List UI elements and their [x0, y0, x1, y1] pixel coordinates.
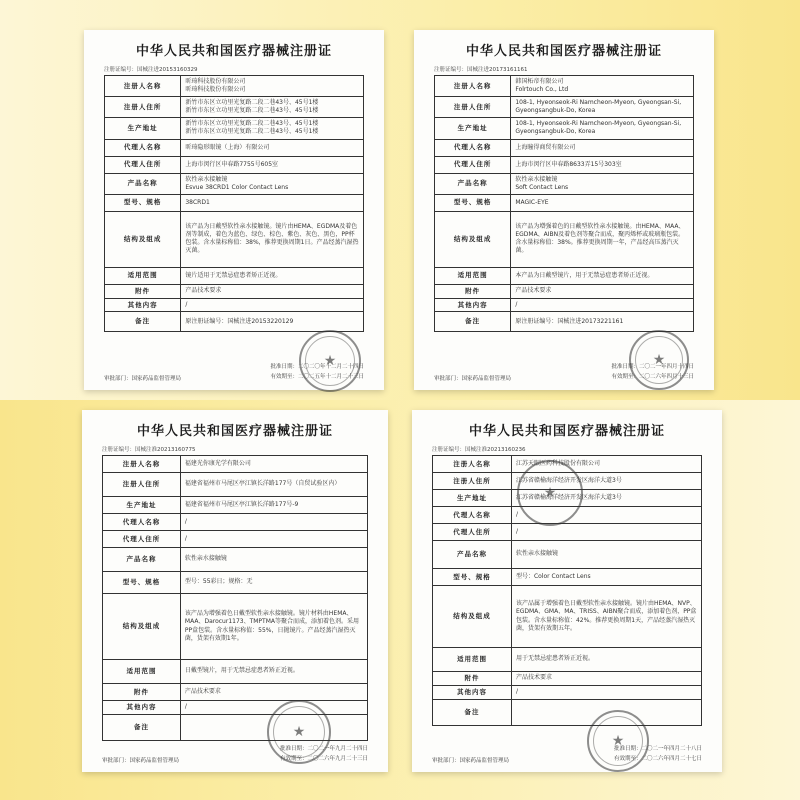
field-value: / [511, 298, 694, 312]
field-label: 附件 [435, 284, 511, 298]
field-value: 38CRD1 [181, 194, 364, 211]
certificate-footer [432, 742, 702, 764]
approval-date: 批准日期：二〇二一年四月二十八日 [613, 746, 702, 753]
approval-date: 批准日期：二〇二一年九月二十四日 [279, 746, 368, 753]
certificate-title: 中华人民共和国医疗器械注册证 [136, 424, 333, 439]
valid-until-date: 有效期至：二〇二五年十二月二十三日 [270, 373, 364, 380]
issuing-authority: 审批部门：国家药品监督管理局 [102, 758, 180, 764]
field-label: 产品名称 [105, 173, 181, 194]
field-label: 生产地址 [435, 118, 511, 139]
field-label: 其他内容 [433, 685, 512, 699]
field-label: 附件 [103, 684, 181, 701]
field-value: 原注册证编号：国械注进20153220129 [181, 312, 364, 332]
field-label: 注册人名称 [105, 76, 181, 97]
field-value: 上海瞳得商贸有限公司 [511, 139, 694, 156]
registration-number: 注册证编号：国械注准20213160236 [432, 447, 526, 453]
field-label: 产品名称 [435, 173, 511, 194]
table-row [105, 156, 364, 173]
table-row [433, 672, 702, 686]
table-row [105, 76, 364, 97]
field-label: 结构及组成 [105, 211, 181, 267]
field-label: 注册人名称 [103, 456, 181, 473]
official-seal-icon [587, 710, 649, 772]
field-label: 注册人住所 [103, 473, 181, 497]
registration-number: 注册证编号：国械注准20213160775 [102, 447, 196, 453]
field-label: 型号、规格 [105, 194, 181, 211]
table-row [435, 118, 694, 139]
table-row [105, 312, 364, 332]
table-row [435, 156, 694, 173]
official-seal-icon [299, 330, 361, 392]
table-row [103, 531, 368, 548]
field-value: 软性亲水接触镜 [511, 541, 701, 569]
field-value: 软性亲水接触镜 [180, 548, 367, 572]
table-row [105, 194, 364, 211]
table-row [103, 572, 368, 594]
field-value: / [180, 514, 367, 531]
field-value: 福建省福州市马尾区亭江镇长洋路177号-9 [180, 497, 367, 514]
certificate-table [104, 75, 364, 332]
field-value: 福建光你康光学有限公司 [180, 456, 367, 473]
field-value: 该产品为日戴型软性亲水接触镜。镜片由HEMA、EGDMA及着色剂等制成，着色为蓝色、绿色、棕色、紫色、灰色、黑色，PP杯包装。含水量标称值：38%，推荐更换周期1日。产品经蒸汽湿热灭菌。 [181, 211, 364, 267]
issuing-authority: 审批部门：国家药品监督管理局 [434, 376, 512, 382]
issuing-authority: 审批部门：国家药品监督管理局 [432, 758, 510, 764]
table-row [105, 173, 364, 194]
table-row [435, 194, 694, 211]
table-row [103, 594, 368, 660]
field-label: 生产地址 [433, 490, 512, 507]
table-row [103, 548, 368, 572]
field-value: 江苏省赣榆海洋经济开发区海洋大道3号 [511, 473, 701, 490]
field-value: 108-1, Hyeonseok-Ri Namcheon-Myeon, Gyeongsan-Si, Gyeongsangbuk-Do, Korea [511, 97, 694, 118]
field-label: 注册人住所 [435, 97, 511, 118]
table-row [103, 473, 368, 497]
table-row [433, 541, 702, 569]
field-label: 型号、规格 [435, 194, 511, 211]
field-label: 备注 [433, 699, 512, 725]
registration-certificate [84, 30, 384, 390]
valid-until-date: 有效期至：二〇二六年四月十三日 [611, 373, 694, 380]
field-label: 代理人名称 [433, 507, 512, 524]
field-label: 附件 [105, 284, 181, 298]
field-value: 昕琦科技股份有限公司 昕琦科技股份有限公司 [181, 76, 364, 97]
field-label: 适用范围 [433, 648, 512, 672]
table-row [105, 284, 364, 298]
table-row [435, 76, 694, 97]
table-row [433, 685, 702, 699]
field-label: 注册人名称 [435, 76, 511, 97]
table-row [435, 173, 694, 194]
certificate-table [434, 75, 694, 332]
field-value: 日戴型镜片，用于无禁忌症患者矫正近视。 [180, 660, 367, 684]
table-row [435, 139, 694, 156]
certificate-title: 中华人民共和国医疗器械注册证 [135, 44, 332, 59]
registration-certificate [414, 30, 714, 390]
field-value: / [181, 298, 364, 312]
approval-date: 批准日期：二〇二一年四月十四日 [611, 364, 694, 371]
field-label: 适用范围 [103, 660, 181, 684]
field-value: 原注册证编号：国械注进20173221161 [511, 312, 694, 332]
field-label: 备注 [105, 312, 181, 332]
table-row [435, 312, 694, 332]
table-row [435, 267, 694, 284]
valid-until-date: 有效期至：二〇二六年九月二十三日 [279, 755, 368, 762]
field-value: 新竹市东区立功里光复路二段二巷43号、45号1楼 新竹市东区立功里光复路二段二巷43号、45号1楼 [181, 118, 364, 139]
table-row [105, 97, 364, 118]
field-value: / [511, 524, 701, 541]
table-row [105, 211, 364, 267]
field-label: 备注 [435, 312, 511, 332]
field-value: 江苏省赣榆海洋经济开发区海洋大道3号 [511, 490, 701, 507]
field-label: 型号、规格 [433, 569, 512, 586]
field-label: 其他内容 [103, 701, 181, 715]
field-label: 其他内容 [105, 298, 181, 312]
table-row [105, 298, 364, 312]
table-row [103, 497, 368, 514]
field-label: 型号、规格 [103, 572, 181, 594]
table-row [103, 701, 368, 715]
field-value: 产品技术要求 [511, 284, 694, 298]
approval-date: 批准日期：二〇二〇年十二月二十四日 [270, 364, 364, 371]
issuing-authority: 审批部门：国家药品监督管理局 [104, 376, 182, 382]
field-value: 该产品为增强着色的日戴型软性亲水接触镜。由HEMA、MAA、EGDMA、AIBN及着色剂等聚合而成，聚丙烯杯或玻璃瓶包装。含水量标称值：38%。推荐更换周期一年，产品经高压蒸汽灭菌。 [511, 211, 694, 267]
field-value: 软性亲水接触镜 Soft Contact Lens [511, 173, 694, 194]
certificate-table [102, 455, 368, 741]
field-value: / [180, 531, 367, 548]
certificate-title: 中华人民共和国医疗器械注册证 [468, 424, 665, 439]
table-row [433, 524, 702, 541]
registration-certificate [82, 410, 388, 772]
field-value: 韩国柘帝有限公司 Folrtouch Co., Ltd [511, 76, 694, 97]
field-value: 产品技术要求 [180, 684, 367, 701]
field-label: 代理人住所 [433, 524, 512, 541]
field-value: 软性亲水接触镜 Esvue 38CRD1 Color Contact Lens [181, 173, 364, 194]
field-label: 结构及组成 [435, 211, 511, 267]
table-row [105, 139, 364, 156]
table-row [433, 569, 702, 586]
registration-number: 注册证编号：国械注进20153160329 [104, 67, 198, 73]
field-label: 注册人住所 [433, 473, 512, 490]
field-value: / [511, 507, 701, 524]
official-seal-icon [267, 700, 331, 764]
field-label: 附件 [433, 672, 512, 686]
field-value: 昕琦隐形眼镜（上海）有限公司 [181, 139, 364, 156]
table-row [433, 648, 702, 672]
field-value: 镜片适用于无禁忌症患者矫正近视。 [181, 267, 364, 284]
field-label: 结构及组成 [103, 594, 181, 660]
table-row [433, 699, 702, 725]
table-row [435, 97, 694, 118]
field-label: 适用范围 [435, 267, 511, 284]
field-value: 用于无禁忌症患者矫正近视。 [511, 648, 701, 672]
field-value: 型号：Color Contact Lens [511, 569, 701, 586]
field-value: 福建省福州市马尾区亭江镇长洋路177号（自贸试验区内） [180, 473, 367, 497]
field-value: 型号：55彩日；规格：无 [180, 572, 367, 594]
field-label: 代理人名称 [103, 514, 181, 531]
table-row [103, 456, 368, 473]
field-value: 产品技术要求 [511, 672, 701, 686]
field-label: 生产地址 [103, 497, 181, 514]
field-value: 108-1, Hyeonseok-Ri Namcheon-Myeon, Gyeongsan-Si, Gyeongsangbuk-Do, Korea [511, 118, 694, 139]
table-row [435, 211, 694, 267]
field-label: 代理人名称 [435, 139, 511, 156]
table-row [435, 298, 694, 312]
table-row [103, 684, 368, 701]
table-row [105, 118, 364, 139]
field-value: 上海市闵行区申春路7755号605室 [181, 156, 364, 173]
field-label: 代理人住所 [105, 156, 181, 173]
field-label: 代理人住所 [435, 156, 511, 173]
field-label: 注册人住所 [105, 97, 181, 118]
field-value: 产品技术要求 [181, 284, 364, 298]
field-value: / [511, 685, 701, 699]
field-label: 产品名称 [103, 548, 181, 572]
field-label: 产品名称 [433, 541, 512, 569]
field-value: / [180, 701, 367, 715]
field-label: 适用范围 [105, 267, 181, 284]
field-label: 注册人名称 [433, 456, 512, 473]
table-row [103, 660, 368, 684]
field-value: 本产品为日戴型镜片，用于无禁忌症患者矫正近视。 [511, 267, 694, 284]
field-value: MAGIC-EYE [511, 194, 694, 211]
field-label: 结构及组成 [433, 586, 512, 648]
table-row [433, 586, 702, 648]
field-value: 江苏天眼医药科技股份有限公司 [511, 456, 701, 473]
registration-certificate [412, 410, 722, 772]
field-label: 代理人住所 [103, 531, 181, 548]
registration-number: 注册证编号：国械注进20173161161 [434, 67, 528, 73]
field-value: 上海市闵行区申春路8633弄15号303室 [511, 156, 694, 173]
field-value: 该产品属于增强着色日戴型软性亲水接触镜。镜片由HEMA、NVP、EGDMA、GMA、MA、TRISS、AIBN聚合而成，添加着色剂，PP盒包装。含水量标称值：42%。推荐更换周期1天，产品经蒸汽湿热灭菌，货架有效期五年。 [511, 586, 701, 648]
field-label: 其他内容 [435, 298, 511, 312]
field-value: 该产品为增强着色日戴型软性亲水接触镜。镜片材料由HEMA、MAA、Darocur1173、TMPTMA等聚合而成，添加着色剂。采用PP盒包装。含水量标称值：55%，日抛镜片。产品经蒸汽湿热灭菌，货架有效期1年。 [180, 594, 367, 660]
field-label: 代理人名称 [105, 139, 181, 156]
table-row [103, 514, 368, 531]
official-seal-icon [629, 330, 689, 390]
company-seal-icon [517, 460, 583, 526]
valid-until-date: 有效期至：二〇二六年四月二十七日 [613, 755, 702, 762]
field-label: 备注 [103, 714, 181, 740]
table-row [435, 284, 694, 298]
table-row [105, 267, 364, 284]
field-value: 新竹市东区立功里光复路二段二巷43号、45号1楼 新竹市东区立功里光复路二段二巷43号、45号1楼 [181, 97, 364, 118]
certificate-title: 中华人民共和国医疗器械注册证 [465, 44, 662, 59]
field-label: 生产地址 [105, 118, 181, 139]
